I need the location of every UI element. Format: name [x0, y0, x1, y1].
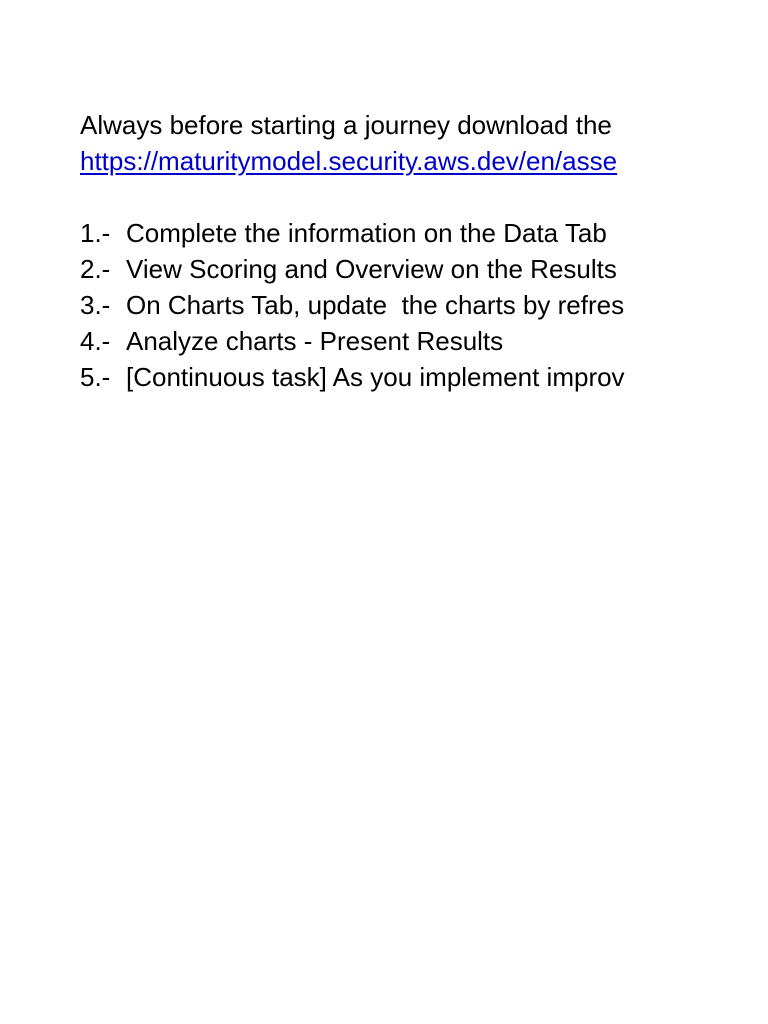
- step-text: [Continuous task] As you implement improv: [126, 362, 625, 392]
- step-text: View Scoring and Overview on the Results: [126, 254, 617, 284]
- step-item-4: [80, 323, 651, 359]
- step-item-3: [80, 287, 651, 323]
- step-text: Analyze charts - Present Results: [126, 326, 504, 356]
- step-item-1: [80, 215, 651, 251]
- step-item-2: [80, 251, 651, 287]
- step-number: 1.-: [80, 218, 111, 248]
- blank-line: [80, 179, 651, 215]
- step-number: 5.-: [80, 362, 111, 392]
- step-text: On Charts Tab, update the charts by refres: [126, 290, 625, 320]
- step-number: 4.-: [80, 326, 111, 356]
- step-number: 3.-: [80, 290, 111, 320]
- step-text: Complete the information on the Data Tab: [126, 218, 607, 248]
- document-content: [80, 107, 651, 395]
- step-number: 2.-: [80, 254, 111, 284]
- intro-text: Always before starting a journey download the: [80, 110, 612, 140]
- maturity-model-link[interactable]: https://maturitymodel.security.aws.dev/en/asse: [80, 146, 618, 176]
- step-item-5: [80, 359, 651, 395]
- intro-link-row: [80, 143, 651, 179]
